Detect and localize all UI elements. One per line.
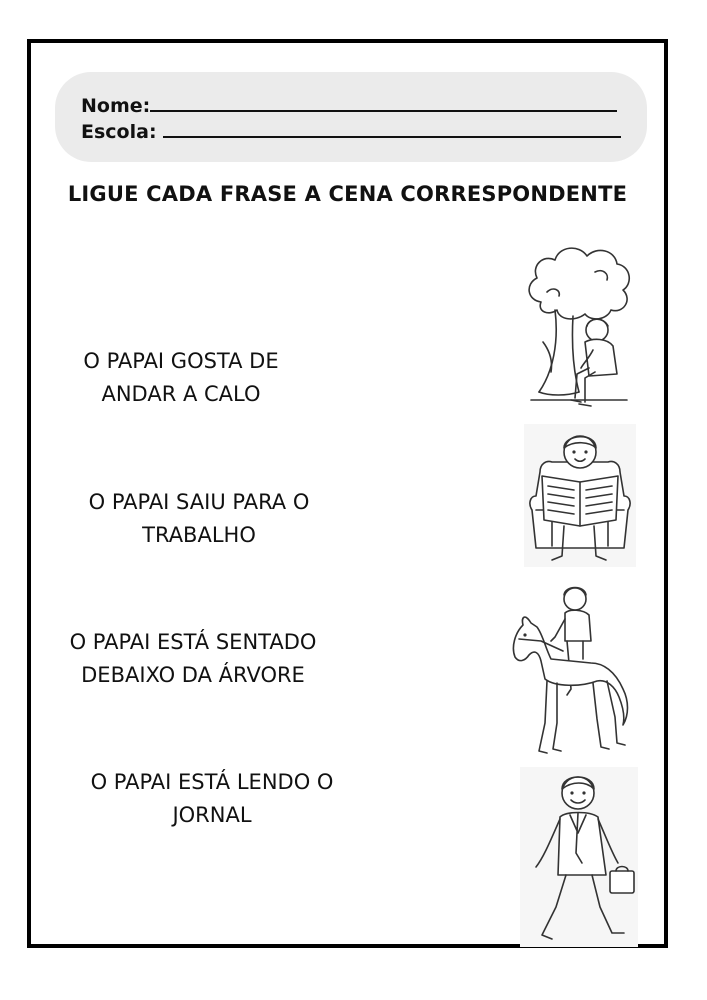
name-blank-line[interactable] bbox=[150, 93, 617, 112]
phrase-2-line-2: TRABALHO bbox=[142, 523, 256, 547]
man-riding-horse-icon[interactable] bbox=[511, 583, 635, 759]
worksheet-page bbox=[27, 39, 668, 948]
phrase-3 bbox=[38, 626, 348, 692]
man-walking-briefcase-icon[interactable] bbox=[520, 767, 638, 947]
worksheet-title: LIGUE CADA FRASE A CENA CORRESPONDENTE bbox=[67, 182, 628, 206]
name-label: Nome: bbox=[81, 95, 151, 117]
school-label: Escola: bbox=[81, 121, 157, 143]
man-reading-newspaper-icon[interactable] bbox=[524, 424, 636, 567]
man-sitting-under-tree-icon[interactable] bbox=[523, 242, 635, 412]
school-field[interactable] bbox=[81, 119, 621, 143]
phrase-3-line-1: O PAPAI ESTÁ SENTADO bbox=[69, 630, 317, 654]
name-field[interactable] bbox=[81, 93, 617, 117]
phrase-4-line-2: JORNAL bbox=[172, 803, 252, 827]
phrase-1-line-2: ANDAR A CALO bbox=[101, 382, 261, 406]
phrase-3-line-2: DEBAIXO DA ÁRVORE bbox=[81, 663, 305, 687]
student-info-box bbox=[55, 72, 647, 162]
phrase-2 bbox=[49, 486, 349, 552]
phrase-1-line-1: O PAPAI GOSTA DE bbox=[83, 349, 279, 373]
phrase-4 bbox=[62, 766, 362, 832]
school-blank-line[interactable] bbox=[163, 119, 621, 138]
phrase-4-line-1: O PAPAI ESTÁ LENDO O bbox=[90, 770, 334, 794]
phrase-2-line-1: O PAPAI SAIU PARA O bbox=[88, 490, 310, 514]
phrase-1 bbox=[31, 345, 331, 411]
